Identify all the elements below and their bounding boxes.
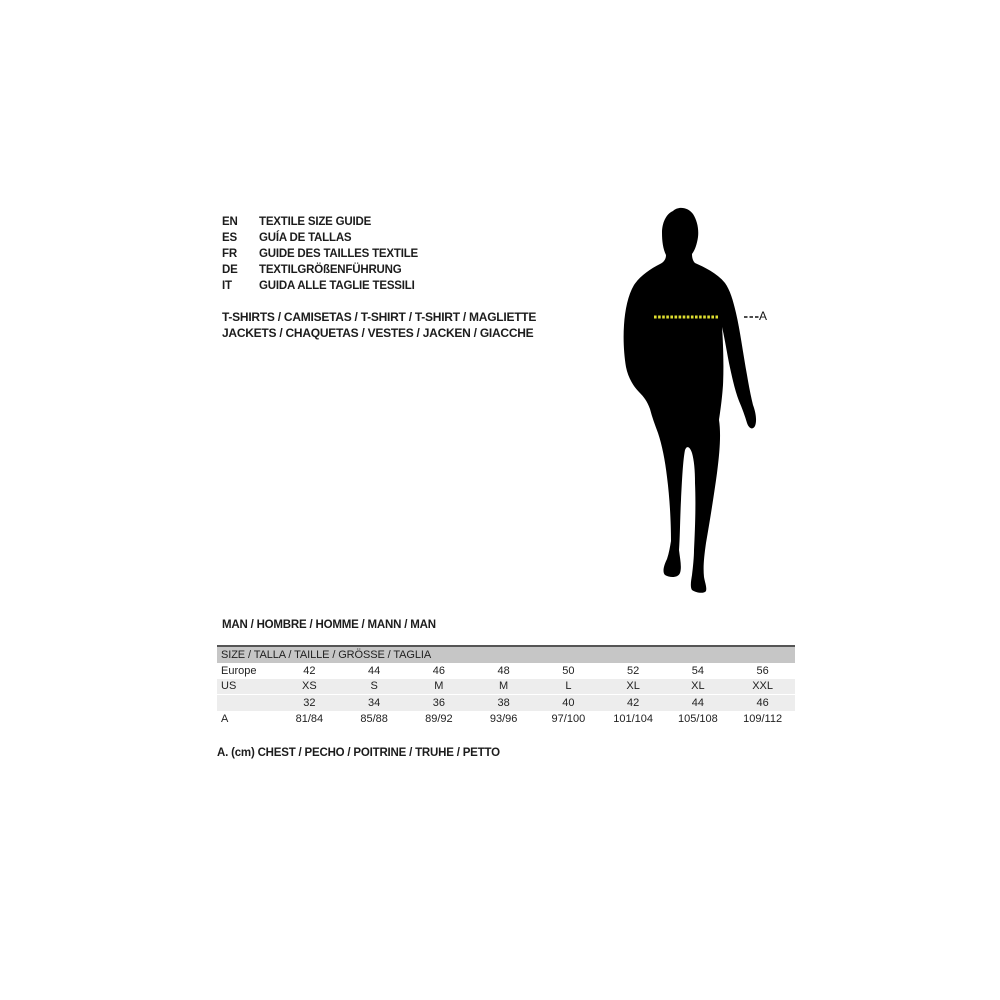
table-row-numeric <box>217 695 795 711</box>
language-code: DE <box>222 264 238 277</box>
table-cell: XL <box>626 680 640 692</box>
table-cell: 54 <box>691 665 704 677</box>
table-cell: 42 <box>303 665 316 677</box>
table-cell: M <box>434 680 444 692</box>
man-silhouette-figure <box>620 205 760 595</box>
row-label: Europe <box>221 665 257 677</box>
language-label: GUIDE DES TAILLES TEXTILE <box>259 248 418 261</box>
table-cell: XXL <box>752 680 774 692</box>
table-cell: S <box>370 680 378 692</box>
table-cell: 105/108 <box>677 713 718 725</box>
table-cell: 52 <box>627 665 640 677</box>
table-cell: 89/92 <box>425 713 453 725</box>
row-label: A <box>221 713 229 725</box>
table-cell: 97/100 <box>551 713 586 725</box>
language-list <box>222 214 418 294</box>
table-section-title: MAN / HOMBRE / HOMME / MANN / MAN <box>222 619 436 631</box>
category-jackets: JACKETS / CHAQUETAS / VESTES / JACKEN / GIACCHE <box>222 326 534 341</box>
language-code: EN <box>222 216 238 228</box>
language-code: ES <box>222 232 237 245</box>
size-table <box>217 645 795 727</box>
row-label: US <box>221 680 237 692</box>
chest-measure-label: A <box>759 309 768 323</box>
table-cell: XL <box>691 680 705 692</box>
table-cell: 46 <box>756 697 769 709</box>
table-cell: 93/96 <box>489 713 518 725</box>
table-cell: L <box>565 680 572 692</box>
man-silhouette-path <box>624 208 756 593</box>
language-label: GUÍA DE TALLAS <box>259 232 352 245</box>
language-label: TEXTILGRÖßENFÜHRUNG <box>259 264 402 277</box>
table-cell: 44 <box>368 665 381 677</box>
row-label <box>217 695 277 711</box>
table-cell: 38 <box>497 697 510 709</box>
language-code: IT <box>222 280 232 293</box>
table-cell: 42 <box>627 697 640 709</box>
language-row-de <box>222 262 418 278</box>
table-cell: 46 <box>432 665 445 677</box>
language-code: FR <box>222 248 237 261</box>
table-cell: M <box>499 680 509 692</box>
language-row-fr <box>222 246 418 262</box>
language-row-es <box>222 230 418 246</box>
table-cell: 34 <box>368 697 381 709</box>
table-cell: 56 <box>756 665 769 677</box>
table-cell: 48 <box>497 665 510 677</box>
table-row-chest-a <box>217 711 795 727</box>
language-row-it <box>222 278 418 294</box>
size-table-header: SIZE / TALLA / TAILLE / GRÖSSE / TAGLIA <box>217 647 795 663</box>
table-cell: 81/84 <box>295 713 324 725</box>
category-tshirts: T-SHIRTS / CAMISETAS / T-SHIRT / T-SHIRT / MAGLIETTE <box>222 310 537 324</box>
table-cell: 85/88 <box>360 713 388 725</box>
table-cell: 50 <box>562 665 575 677</box>
language-label: GUIDA ALLE TAGLIE TESSILI <box>259 280 415 293</box>
table-row-europe <box>217 663 795 679</box>
table-cell: 36 <box>432 697 445 709</box>
language-label: TEXTILE SIZE GUIDE <box>259 216 372 228</box>
table-cell: 32 <box>303 697 316 709</box>
garment-categories <box>222 309 536 342</box>
man-silhouette-svg <box>620 205 760 595</box>
table-row-us <box>217 679 795 695</box>
measurement-footnote: A. (cm) CHEST / PECHO / POITRINE / TRUHE / PETTO <box>217 747 500 759</box>
table-cell: 101/104 <box>613 713 653 725</box>
table-cell: 40 <box>562 697 575 709</box>
table-cell: XS <box>302 680 317 692</box>
table-cell: 109/112 <box>743 713 783 725</box>
table-cell: 44 <box>691 697 704 709</box>
language-row-en <box>222 214 418 230</box>
